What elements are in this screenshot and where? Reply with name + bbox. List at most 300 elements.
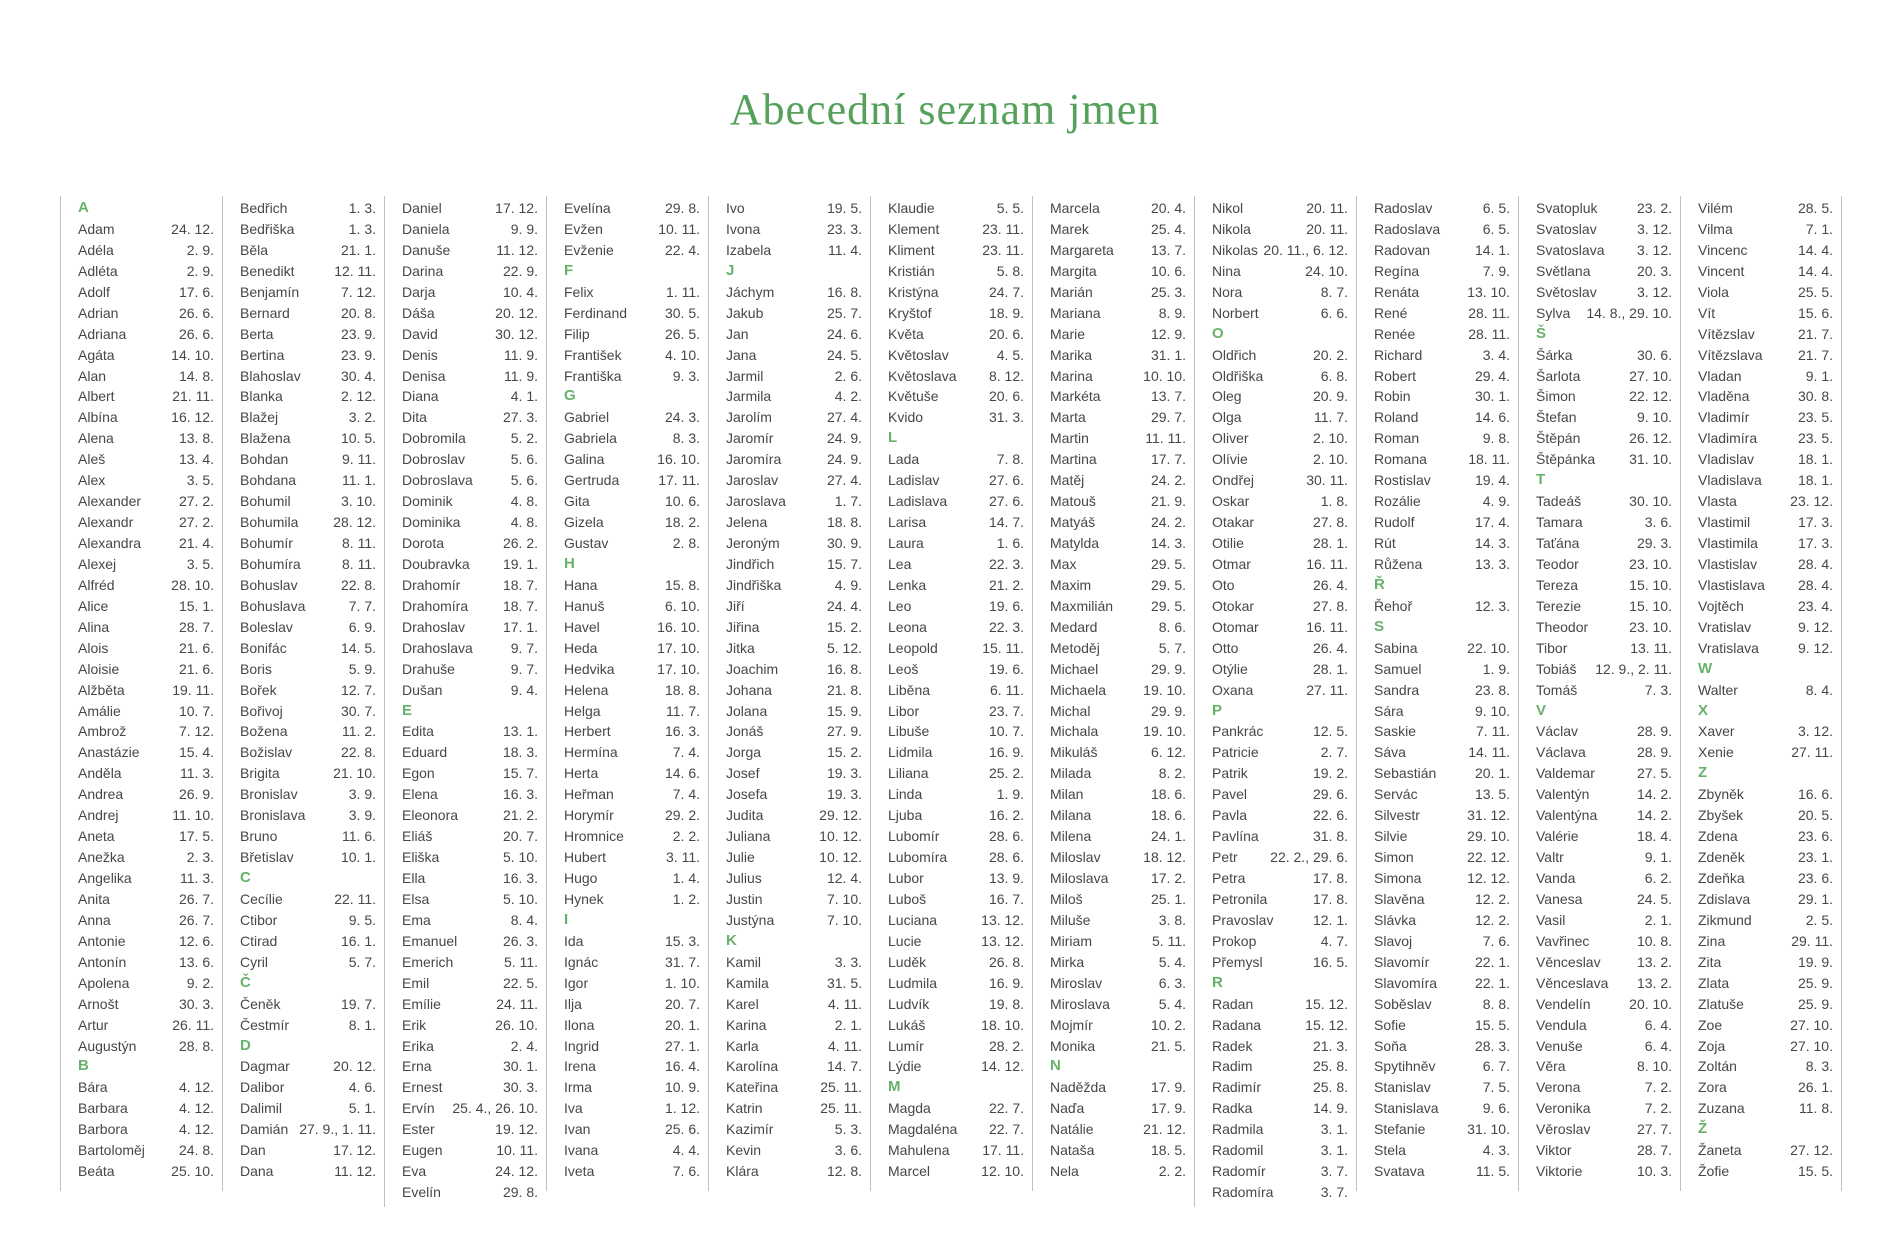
- nameday-date: 15. 4.: [178, 744, 214, 761]
- name-row: [1374, 449, 1510, 470]
- nameday-date: 17. 10.: [657, 660, 700, 677]
- name-label: Bohumír: [240, 535, 293, 551]
- nameday-date: 6. 12.: [1150, 744, 1186, 761]
- name-row: [1536, 680, 1672, 701]
- section-letter: G: [564, 387, 576, 405]
- name-label: Alexej: [78, 555, 117, 572]
- nameday-date: 29. 4.: [1474, 367, 1510, 384]
- name-row: [1374, 931, 1510, 952]
- nameday-date: 25. 8.: [1312, 1058, 1348, 1075]
- name-label: Metoděj: [1050, 639, 1100, 656]
- name-label: Eduard: [402, 744, 448, 761]
- name-label: Kliment: [888, 241, 935, 258]
- name-label: Denis: [402, 346, 438, 363]
- nameday-date: 2. 8.: [672, 535, 700, 551]
- name-row: [402, 742, 538, 763]
- nameday-date: 21. 5.: [1150, 1037, 1186, 1054]
- name-label: Dalimil: [240, 1100, 282, 1117]
- name-row: [888, 575, 1024, 596]
- nameday-date: 14. 2.: [1636, 807, 1672, 824]
- name-row: [726, 407, 862, 428]
- nameday-date: 20. 7.: [664, 995, 700, 1012]
- nameday-date: 9. 12.: [1797, 618, 1833, 635]
- name-label: Bohumila: [240, 514, 299, 531]
- name-row: [1536, 784, 1672, 805]
- nameday-date: 5. 11.: [1152, 932, 1186, 949]
- nameday-date: 20. 11.: [1306, 220, 1348, 237]
- name-label: Gabriel: [564, 409, 610, 426]
- name-row: [240, 261, 376, 282]
- name-row: [726, 1119, 862, 1140]
- nameday-date: 4. 3.: [1482, 1142, 1510, 1159]
- name-row: [402, 512, 538, 533]
- nameday-date: 9. 5.: [348, 911, 376, 928]
- nameday-date: 24. 5.: [1636, 890, 1672, 907]
- name-row: [1050, 931, 1186, 952]
- name-label: Dobromila: [402, 430, 466, 447]
- nameday-date: 26. 7.: [178, 911, 214, 928]
- name-row: [240, 303, 376, 324]
- nameday-date: 31. 5.: [826, 974, 862, 991]
- name-label: Darja: [402, 283, 436, 300]
- name-row: [1212, 1098, 1348, 1119]
- name-label: Drahomíra: [402, 597, 469, 614]
- nameday-date: 5. 7.: [348, 953, 376, 970]
- name-row: [1050, 491, 1186, 512]
- name-row: [1536, 512, 1672, 533]
- name-row: [1698, 324, 1833, 345]
- name-row: [1050, 1015, 1186, 1036]
- name-row: [1536, 721, 1672, 742]
- nameday-date: 21. 2.: [988, 576, 1024, 593]
- nameday-date: 22. 11.: [334, 890, 376, 907]
- nameday-date: 1. 2.: [672, 890, 700, 907]
- name-row: [1536, 575, 1672, 596]
- nameday-date: 10. 12.: [819, 828, 862, 845]
- name-label: Gita: [564, 493, 590, 510]
- name-label: Marcela: [1050, 200, 1100, 216]
- name-row: [1698, 742, 1833, 763]
- section-letter: L: [888, 429, 898, 447]
- nameday-date: 16. 3.: [502, 870, 538, 886]
- name-label: Arnošt: [78, 995, 119, 1012]
- name-label: Květoslava: [888, 367, 957, 384]
- name-row: [1374, 1140, 1510, 1161]
- name-row: [726, 1036, 862, 1057]
- name-label: Sáva: [1374, 744, 1406, 761]
- section-letter: Č: [240, 973, 251, 991]
- name-row: [1374, 868, 1510, 889]
- name-column: [1194, 196, 1356, 1207]
- nameday-date: 9. 7.: [510, 660, 538, 677]
- name-label: Marek: [1050, 220, 1089, 237]
- name-label: Ludmila: [888, 974, 938, 991]
- nameday-date: 15. 1.: [178, 597, 214, 614]
- name-label: Markéta: [1050, 388, 1101, 405]
- nameday-date: 27. 10.: [1790, 1016, 1833, 1033]
- name-row: [78, 282, 214, 303]
- nameday-date: 12. 3.: [1474, 597, 1510, 614]
- name-row: [1212, 638, 1348, 659]
- name-label: Diana: [402, 388, 439, 405]
- name-row: [1212, 1161, 1348, 1182]
- nameday-date: 23. 7.: [988, 702, 1024, 719]
- name-label: Vendula: [1536, 1016, 1587, 1033]
- name-row: [1536, 261, 1672, 282]
- nameday-date: 30. 6.: [1636, 346, 1672, 363]
- name-label: Božislav: [240, 744, 293, 761]
- name-label: Josefa: [726, 786, 768, 803]
- name-label: Mirka: [1050, 953, 1085, 970]
- name-label: Matouš: [1050, 493, 1096, 510]
- name-row: [564, 470, 700, 491]
- name-label: Rozálie: [1374, 493, 1421, 510]
- name-row: [1050, 596, 1186, 617]
- name-label: Světlana: [1536, 262, 1591, 279]
- nameday-date: 21. 11.: [172, 388, 214, 405]
- nameday-date: 6. 4.: [1644, 1016, 1672, 1033]
- name-label: Zdena: [1698, 828, 1738, 845]
- name-label: Bohumil: [240, 493, 291, 510]
- nameday-date: 28. 4.: [1797, 555, 1833, 572]
- nameday-date: 16. 12.: [171, 409, 214, 426]
- name-label: Svatoslava: [1536, 241, 1605, 258]
- name-label: Radek: [1212, 1037, 1253, 1054]
- name-label: Lukáš: [888, 1016, 926, 1033]
- nameday-date: 18. 7.: [502, 576, 538, 593]
- nameday-date: 8. 4.: [510, 911, 538, 928]
- name-label: Zora: [1698, 1079, 1727, 1096]
- name-label: Vladimír: [1698, 409, 1750, 426]
- name-row: [1698, 680, 1833, 701]
- name-label: Lumír: [888, 1037, 924, 1054]
- nameday-date: 2. 10.: [1312, 451, 1348, 468]
- nameday-date: 6. 5.: [1482, 220, 1510, 237]
- nameday-date: 27. 1.: [664, 1037, 700, 1054]
- name-row: [1374, 742, 1510, 763]
- name-label: Ivan: [564, 1121, 591, 1138]
- nameday-date: 7. 6.: [672, 1163, 700, 1180]
- name-label: Rút: [1374, 535, 1396, 551]
- name-row: [78, 721, 214, 742]
- name-row: [1374, 324, 1510, 345]
- name-row: [888, 1140, 1024, 1161]
- nameday-date: 19. 3.: [826, 786, 862, 803]
- name-label: Erika: [402, 1037, 434, 1054]
- nameday-date: 16. 9.: [988, 974, 1024, 991]
- name-label: Bohdana: [240, 472, 297, 489]
- name-row: [1212, 659, 1348, 680]
- name-label: Drahuše: [402, 660, 455, 677]
- name-row: [1374, 386, 1510, 407]
- nameday-date: 31. 1.: [1150, 346, 1186, 363]
- name-label: Oxana: [1212, 681, 1254, 698]
- name-row: [1374, 533, 1510, 554]
- name-row: [726, 617, 862, 638]
- name-row: [1374, 491, 1510, 512]
- name-label: Zbyšek: [1698, 807, 1744, 824]
- nameday-date: 18. 9.: [988, 304, 1024, 321]
- name-row: [402, 407, 538, 428]
- name-row: [1374, 282, 1510, 303]
- nameday-date: 26. 6.: [178, 304, 214, 321]
- nameday-date: 15. 10.: [1629, 576, 1672, 593]
- name-label: Bořivoj: [240, 702, 283, 719]
- name-label: Barbora: [78, 1121, 128, 1138]
- name-row: [1536, 1015, 1672, 1036]
- name-row: [888, 868, 1024, 889]
- nameday-date: 24. 1.: [1150, 828, 1186, 845]
- nameday-date: 9. 7.: [510, 639, 538, 656]
- name-label: Petr: [1212, 849, 1238, 866]
- name-column: [546, 196, 708, 1191]
- name-row: [726, 721, 862, 742]
- name-label: Adéla: [78, 241, 114, 258]
- name-label: Theodor: [1536, 618, 1589, 635]
- nameday-date: 1. 3.: [348, 200, 376, 216]
- name-label: Alois: [78, 639, 109, 656]
- nameday-date: 10. 7.: [178, 702, 214, 719]
- nameday-date: 9. 4.: [510, 681, 538, 698]
- nameday-date: 3. 7.: [1320, 1184, 1348, 1201]
- name-label: Jindřiška: [726, 576, 782, 593]
- nameday-date: 17. 12.: [495, 200, 538, 216]
- name-label: Sebastián: [1374, 765, 1437, 782]
- name-row: [726, 910, 862, 931]
- nameday-date: 10. 5.: [340, 430, 376, 447]
- name-label: Patricie: [1212, 744, 1259, 761]
- name-label: Dáša: [402, 304, 435, 321]
- name-row: [1698, 303, 1833, 324]
- nameday-date: 12. 9., 2. 11.: [1595, 660, 1672, 677]
- nameday-date: 13. 5.: [1474, 786, 1510, 803]
- nameday-date: 14. 12.: [981, 1058, 1024, 1075]
- name-label: Artur: [78, 1016, 109, 1033]
- name-column: [1680, 196, 1842, 1191]
- nameday-date: 9. 11.: [342, 451, 376, 468]
- name-label: Beáta: [78, 1163, 115, 1180]
- name-row: [78, 303, 214, 324]
- nameday-date: 11. 4.: [828, 241, 862, 258]
- name-row: [726, 512, 862, 533]
- name-label: Simon: [1374, 849, 1414, 866]
- name-label: Vítězslava: [1698, 346, 1763, 363]
- name-label: Gertruda: [564, 472, 620, 489]
- name-label: Michael: [1050, 660, 1099, 677]
- nameday-date: 27. 11.: [1306, 681, 1348, 698]
- nameday-date: 2. 9.: [186, 241, 214, 258]
- name-label: Sabina: [1374, 639, 1418, 656]
- name-row: [1374, 701, 1510, 722]
- name-row: [240, 763, 376, 784]
- name-row: [1698, 847, 1833, 868]
- section-letter: B: [78, 1057, 89, 1075]
- name-label: Tobiáš: [1536, 660, 1577, 677]
- name-row: [78, 763, 214, 784]
- nameday-date: 18. 12.: [1143, 849, 1186, 866]
- name-label: Dagmar: [240, 1058, 290, 1075]
- nameday-date: 26. 4.: [1312, 639, 1348, 656]
- nameday-date: 4. 2.: [834, 388, 862, 405]
- nameday-date: 24. 4.: [826, 597, 862, 614]
- name-label: Vladimíra: [1698, 430, 1758, 447]
- name-label: Miroslav: [1050, 974, 1103, 991]
- name-row: [888, 784, 1024, 805]
- name-label: Čestmír: [240, 1016, 289, 1033]
- section-letter: O: [1212, 324, 1224, 342]
- nameday-date: 5. 3.: [834, 1121, 862, 1138]
- nameday-date: 16. 2.: [988, 807, 1024, 824]
- name-label: Bedřich: [240, 200, 288, 216]
- nameday-date: 15. 3.: [664, 932, 700, 949]
- name-label: Slavomíra: [1374, 974, 1438, 991]
- name-label: Štefan: [1536, 409, 1577, 426]
- nameday-date: 7. 2.: [1644, 1100, 1672, 1117]
- name-label: Pavlína: [1212, 828, 1259, 845]
- name-row: [1050, 910, 1186, 931]
- nameday-date: 18. 11.: [1468, 451, 1510, 468]
- name-row: [402, 575, 538, 596]
- nameday-date: 25. 11.: [820, 1100, 862, 1117]
- name-row: [240, 805, 376, 826]
- name-row: [1374, 994, 1510, 1015]
- nameday-date: 5. 11.: [504, 953, 538, 970]
- nameday-date: 8. 10.: [1636, 1058, 1672, 1075]
- name-row: [1698, 1056, 1833, 1077]
- nameday-date: 12. 11.: [334, 262, 376, 279]
- name-label: Rostislav: [1374, 472, 1431, 489]
- name-label: Ctirad: [240, 932, 278, 949]
- nameday-date: 21. 7.: [1797, 346, 1833, 363]
- name-row: [726, 847, 862, 868]
- name-label: Norbert: [1212, 304, 1259, 321]
- nameday-date: 11. 12.: [496, 241, 538, 258]
- name-row: [564, 240, 700, 261]
- name-row: [1212, 407, 1348, 428]
- nameday-date: 18. 7.: [502, 597, 538, 614]
- name-label: Nora: [1212, 283, 1243, 300]
- name-label: Vladan: [1698, 367, 1742, 384]
- name-row: [78, 512, 214, 533]
- name-label: Kateřina: [726, 1079, 779, 1096]
- name-row: [240, 345, 376, 366]
- name-row: [1212, 470, 1348, 491]
- name-row: [1374, 303, 1510, 324]
- name-label: Ida: [564, 932, 584, 949]
- name-row: [726, 952, 862, 973]
- name-label: Libor: [888, 702, 920, 719]
- nameday-date: 8. 3.: [1805, 1058, 1833, 1075]
- nameday-date: 7. 6.: [1482, 932, 1510, 949]
- nameday-date: 1. 3.: [348, 220, 376, 237]
- name-label: Laura: [888, 535, 924, 551]
- nameday-date: 16. 5.: [1312, 953, 1348, 970]
- name-row: [564, 1119, 700, 1140]
- nameday-date: 27. 3.: [502, 409, 538, 426]
- name-label: Zina: [1698, 932, 1726, 949]
- name-row: [1374, 407, 1510, 428]
- name-row: [1050, 261, 1186, 282]
- name-row: [402, 303, 538, 324]
- name-label: Roland: [1374, 409, 1419, 426]
- name-label: Milana: [1050, 807, 1092, 824]
- name-label: Adolf: [78, 283, 110, 300]
- nameday-date: 22. 8.: [340, 744, 376, 761]
- nameday-date: 8. 12.: [988, 367, 1024, 384]
- name-label: Jonáš: [726, 723, 764, 740]
- name-row: [402, 1077, 538, 1098]
- name-row: [1212, 1036, 1348, 1057]
- nameday-date: 2. 2.: [672, 828, 700, 845]
- nameday-date: 16. 3.: [502, 786, 538, 803]
- name-label: Jeroným: [726, 535, 780, 551]
- nameday-date: 9. 1.: [1644, 849, 1672, 866]
- name-label: Radmila: [1212, 1121, 1264, 1138]
- name-row: [1050, 366, 1186, 387]
- name-row: [240, 240, 376, 261]
- name-label: Jaromíra: [726, 451, 782, 468]
- name-label: Zoja: [1698, 1037, 1726, 1054]
- nameday-date: 27. 6.: [988, 472, 1024, 489]
- name-row: [564, 638, 700, 659]
- name-list-columns: [60, 196, 1842, 1207]
- name-label: Jarmil: [726, 367, 764, 384]
- name-row: [1050, 847, 1186, 868]
- name-row: [240, 366, 376, 387]
- name-row: [78, 1036, 214, 1057]
- name-label: Miluše: [1050, 911, 1091, 928]
- nameday-date: 1. 4.: [672, 870, 700, 886]
- nameday-date: 25. 2.: [988, 765, 1024, 782]
- nameday-date: 3. 12.: [1797, 723, 1833, 740]
- name-label: Slavomír: [1374, 953, 1430, 970]
- name-label: Romana: [1374, 451, 1427, 468]
- name-label: Miriam: [1050, 932, 1092, 949]
- name-label: Oldřich: [1212, 346, 1257, 363]
- name-row: [78, 1140, 214, 1161]
- nameday-date: 5. 4.: [1158, 995, 1186, 1012]
- name-row: [888, 366, 1024, 387]
- name-row: [240, 721, 376, 742]
- name-row: [888, 1015, 1024, 1036]
- name-row: [1212, 303, 1348, 324]
- name-label: Filip: [564, 325, 590, 342]
- name-row: [1698, 721, 1833, 742]
- name-row: [726, 1077, 862, 1098]
- name-row: [564, 826, 700, 847]
- name-row: [402, 868, 538, 889]
- name-row: [1698, 952, 1833, 973]
- name-row: [1212, 1056, 1348, 1077]
- nameday-date: 25. 4., 26. 10.: [452, 1100, 538, 1117]
- name-row: [888, 219, 1024, 240]
- name-row: [726, 763, 862, 784]
- name-label: Bohuslava: [240, 597, 306, 614]
- nameday-date: 27. 9.: [826, 723, 862, 740]
- name-label: Alex: [78, 472, 106, 489]
- name-label: Prokop: [1212, 932, 1257, 949]
- nameday-date: 22. 12.: [1467, 849, 1510, 866]
- name-label: Oskar: [1212, 493, 1250, 510]
- nameday-date: 28. 6.: [988, 849, 1024, 866]
- name-label: Zoltán: [1698, 1058, 1737, 1075]
- name-label: Karel: [726, 995, 759, 1012]
- name-row: [726, 554, 862, 575]
- name-label: Andrej: [78, 807, 119, 824]
- name-label: Miroslava: [1050, 995, 1110, 1012]
- name-row: [240, 470, 376, 491]
- name-label: Bonifác: [240, 639, 287, 656]
